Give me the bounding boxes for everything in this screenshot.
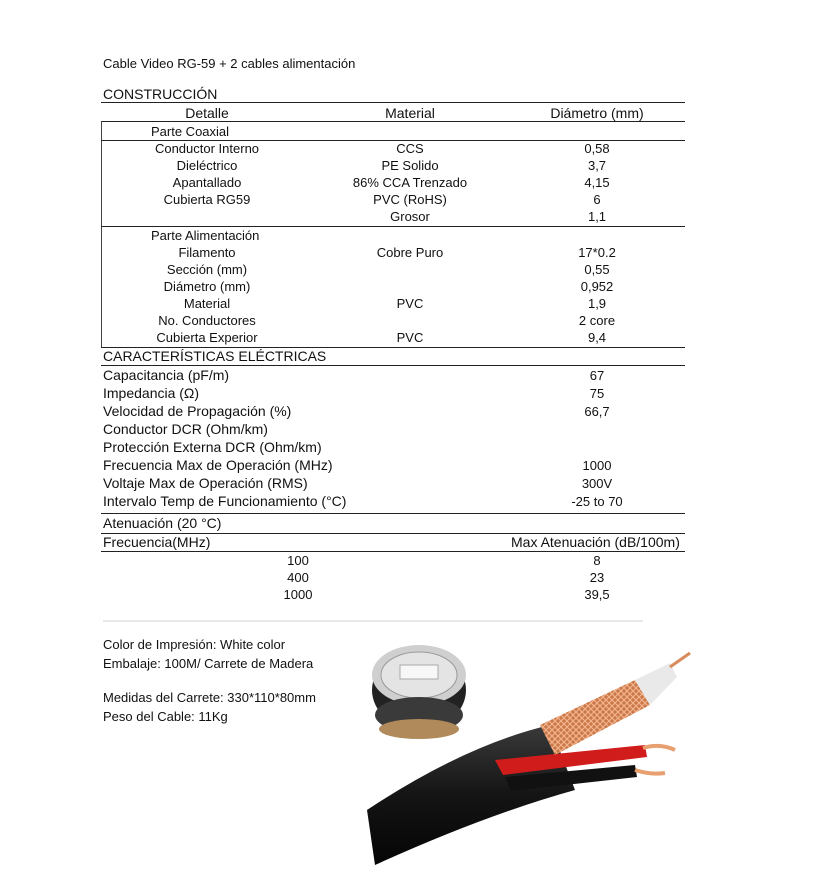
coax-material: CCS [396, 141, 424, 156]
divider [101, 121, 685, 122]
power-detail: Material [183, 296, 231, 311]
power-diameter: 1,9 [587, 296, 607, 311]
electrical-label: Velocidad de Propagación (%) [103, 403, 292, 419]
copper-strands [643, 746, 675, 750]
coax-diameter: 4,15 [584, 175, 610, 190]
coax-material: PVC (RoHS) [373, 192, 447, 207]
cable-jacket [367, 725, 575, 865]
coax-material: PE Solido [381, 158, 439, 173]
power-detail: No. Conductores [158, 313, 256, 328]
attenuation-frequency: 1000 [283, 587, 313, 602]
attenuation-heading: Atenuación (20 °C) [103, 515, 222, 531]
coax-section-title: Parte Coaxial [151, 124, 230, 139]
divider [101, 102, 685, 103]
attenuation-value: 23 [589, 570, 605, 585]
attenuation-value: 8 [593, 553, 601, 568]
electrical-value: -25 to 70 [571, 494, 623, 509]
reel-size: Medidas del Carrete: 330*110*80mm [103, 690, 316, 705]
power-material: PVC [396, 330, 424, 345]
attenuation-frequency: 400 [287, 570, 309, 585]
coax-detail: Cubierta RG59 [163, 192, 251, 207]
coax-diameter: 3,7 [587, 158, 607, 173]
scan-line [103, 620, 643, 622]
electrical-value: 66,7 [584, 404, 610, 419]
power-detail: Sección (mm) [166, 262, 248, 277]
electrical-value: 1000 [582, 458, 612, 473]
cable-photo [345, 625, 822, 874]
attenuation-frequency: 100 [287, 553, 309, 568]
power-detail: Cubierta Experior [156, 330, 258, 345]
copper-strands [635, 770, 665, 774]
col-material: Material [385, 105, 435, 121]
electrical-label: Capacitancia (pF/m) [103, 367, 230, 383]
electrical-label: Conductor DCR (Ohm/km) [103, 421, 268, 437]
electrical-value: 75 [589, 386, 605, 401]
col-diametro: Diámetro (mm) [550, 105, 644, 121]
divider [101, 551, 685, 552]
coax-detail: Conductor Interno [154, 141, 260, 156]
electrical-heading: CARACTERÍSTICAS ELÉCTRICAS [103, 348, 327, 364]
document-title: Cable Video RG-59 + 2 cables alimentación [103, 56, 356, 71]
print-color: Color de Impresión: White color [103, 637, 286, 652]
col-max-atenuacion: Max Atenuación (dB/100m) [511, 534, 680, 550]
power-detail: Diámetro (mm) [163, 279, 251, 294]
power-detail: Filamento [178, 245, 236, 260]
power-diameter: 17*0.2 [578, 245, 616, 260]
power-diameter: 2 core [578, 313, 616, 328]
divider [101, 365, 685, 366]
electrical-label: Intervalo Temp de Funcionamiento (°C) [103, 493, 347, 509]
power-section-title: Parte Alimentación [151, 228, 260, 243]
attenuation-value: 39,5 [584, 587, 610, 602]
electrical-label: Impedancia (Ω) [103, 385, 200, 401]
coax-diameter: 1,1 [587, 209, 607, 224]
coax-material: Grosor [390, 209, 430, 224]
packaging: Embalaje: 100M/ Carrete de Madera [103, 656, 314, 671]
power-diameter: 0,952 [580, 279, 614, 294]
power-diameter: 0,55 [584, 262, 610, 277]
coax-detail: Apantallado [172, 175, 242, 190]
cable-weight: Peso del Cable: 11Kg [103, 709, 228, 724]
coax-braid [540, 680, 650, 755]
coax-diameter: 6 [593, 192, 601, 207]
col-detalle: Detalle [185, 105, 229, 121]
electrical-value: 300V [581, 476, 613, 491]
construction-heading: CONSTRUCCIÓN [103, 86, 218, 102]
electrical-label: Frecuencia Max de Operación (MHz) [103, 457, 333, 473]
divider [101, 513, 685, 514]
electrical-label: Voltaje Max de Operación (RMS) [103, 475, 308, 491]
reel-image [372, 645, 466, 739]
electrical-label: Protección Externa DCR (Ohm/km) [103, 439, 322, 455]
coax-diameter: 0,58 [584, 141, 610, 156]
coax-material: 86% CCA Trenzado [352, 175, 468, 190]
divider [101, 226, 685, 227]
table-left-border [101, 121, 102, 347]
coax-core [670, 653, 690, 667]
electrical-value: 67 [589, 368, 605, 383]
col-frecuencia: Frecuencia(MHz) [103, 534, 211, 550]
coax-detail: Dieléctrico [176, 158, 238, 173]
power-diameter: 9,4 [587, 330, 607, 345]
power-material: Cobre Puro [376, 245, 444, 260]
power-material: PVC [396, 296, 424, 311]
